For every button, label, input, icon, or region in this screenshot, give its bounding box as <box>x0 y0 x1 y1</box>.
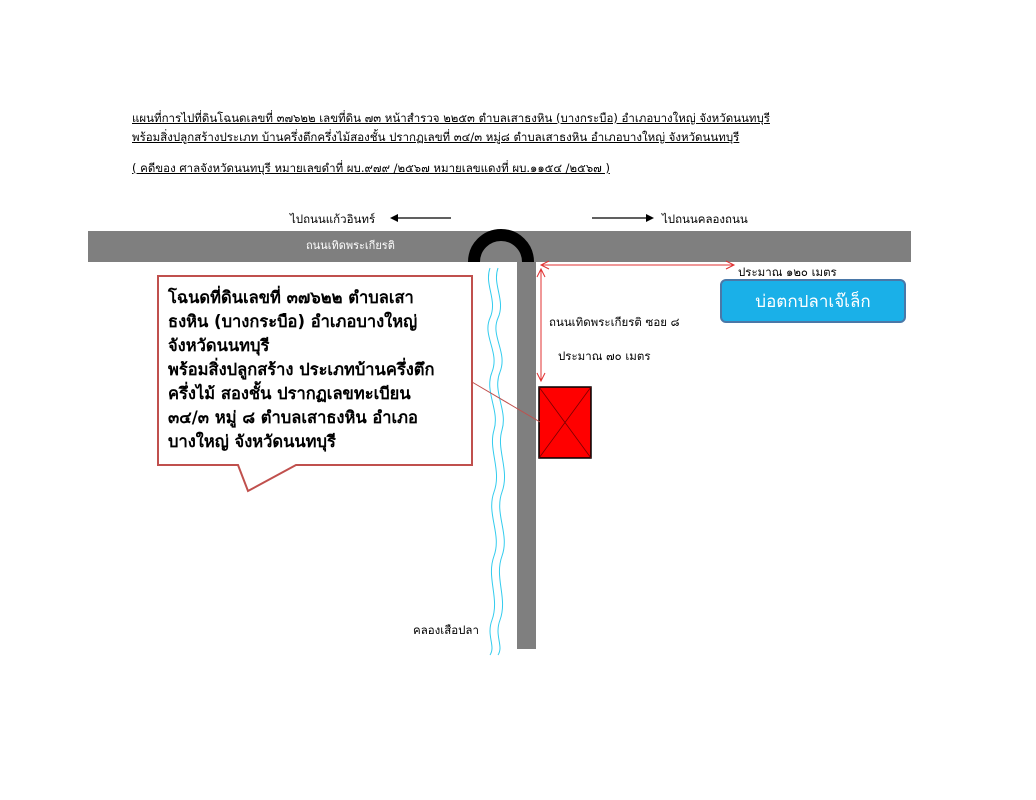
distance-horizontal-arrow <box>541 261 734 269</box>
callout-text <box>168 286 468 454</box>
callout-line: จังหวัดนนทบุรี <box>168 336 270 355</box>
title-line-3: ( คดีของ ศาลจังหวัดนนทบุรี หมายเลขดำที่ ผบ.๙๗๙ /๒๕๖๗ หมายเลขแดงที่ ผบ.๑๑๕๔ /๒๕๖๗ ) <box>132 161 610 175</box>
distance-horizontal-label: ประมาณ ๑๒๐ เมตร <box>738 265 837 279</box>
callout-line: โฉนดที่ดินเลขที่ ๓๗๖๒๒ ตำบลเสา <box>168 288 414 307</box>
callout-line: บางใหญ่ จังหวัดนนทบุรี <box>168 432 336 451</box>
arrow-right-icon <box>592 214 654 222</box>
callout-line: ครึ่งไม้ สองชั้น ปรากฏเลขทะเบียน <box>168 384 411 403</box>
title-line-1: แผนที่การไปที่ดินโฉนดเลขที่ ๓๗๖๒๒ เลขที่ดิน ๗๓ หน้าสำรวจ ๒๒๕๓ ตำบลเสาธงหิน (บางกระบือ) อำเภอบางใหญ่ จังหวัดนนทบุรี <box>132 111 770 125</box>
landmark-fishing-pond: บ่อตกปลาเจ๊เล็ก <box>720 279 906 323</box>
soi-road <box>517 255 536 649</box>
soi-road-label: ถนนเทิดพระเกียรติ ซอย ๘ <box>549 315 680 329</box>
callout-line: ธงหิน (บางกระบือ) อำเภอบางใหญ่ <box>168 312 418 331</box>
arrow-left-icon <box>390 214 451 222</box>
direction-left-label: ไปถนนแก้วอินทร์ <box>290 212 376 226</box>
title-line-2: พร้อมสิ่งปลูกสร้างประเภท บ้านครึ่งตึกครึ่งไม้สองชั้น ปรากฏเลขที่ ๓๔/๓ หมู่๘ ตำบลเสาธงหิน อำเภอบางใหญ่ จังหวัดนนทบุรี <box>132 130 740 144</box>
distance-vertical-arrow <box>537 269 545 381</box>
canal-label: คลองเสือปลา <box>413 623 479 637</box>
canal-icon <box>488 268 505 655</box>
callout-line: พร้อมสิ่งปลูกสร้าง ประเภทบ้านครึ่งตึก <box>168 360 435 379</box>
main-road-label: ถนนเทิดพระเกียรติ <box>306 239 395 252</box>
callout-line: ๓๔/๓ หมู่ ๘ ตำบลเสาธงหิน อำเภอ <box>168 408 418 427</box>
property-marker <box>539 387 591 458</box>
distance-vertical-label: ประมาณ ๗๐ เมตร <box>558 349 651 363</box>
direction-right-label: ไปถนนคลองถนน <box>662 212 748 226</box>
